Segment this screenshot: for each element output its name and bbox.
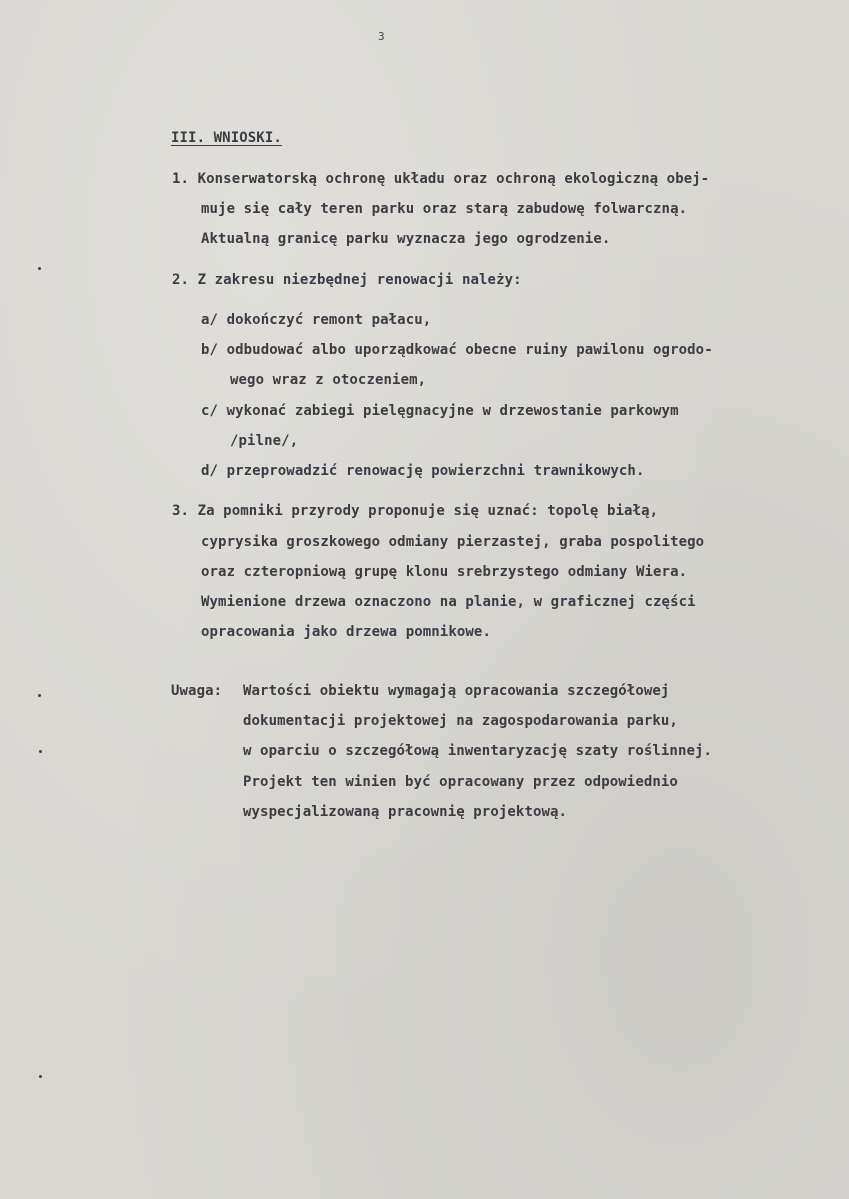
point3-line1: 3. Za pomniki przyrody proponuje się uznać: topolę białą, xyxy=(172,503,659,519)
note-line2: dokumentacji projektowej na zagospodarowania parku, xyxy=(243,713,678,729)
margin-speck xyxy=(39,750,42,753)
point2-item-c-line2: /pilne/, xyxy=(230,433,299,449)
margin-speck xyxy=(38,267,41,270)
point2-item-a: a/ dokończyć remont pałacu, xyxy=(201,312,432,328)
page-number: 3 xyxy=(378,30,385,43)
margin-speck xyxy=(38,694,41,697)
point3-line2: cyprysika groszkowego odmiany pierzastej, graba pospolitego xyxy=(201,534,705,550)
point2-item-d: d/ przeprowadzić renowację powierzchni trawnikowych. xyxy=(201,463,645,479)
point2-item-c-line1: c/ wykonać zabiegi pielęgnacyjne w drzewostanie parkowym xyxy=(201,403,679,419)
margin-speck xyxy=(39,1075,42,1078)
point3-line5: opracowania jako drzewa pomnikowe. xyxy=(201,624,491,640)
point2-item-b-line2: wego wraz z otoczeniem, xyxy=(230,372,427,388)
note-line4: Projekt ten winien być opracowany przez odpowiednio xyxy=(243,774,678,790)
note-line3: w oparciu o szczegółową inwentaryzację szaty roślinnej. xyxy=(243,743,713,759)
point2-item-b-line1: b/ odbudować albo uporządkować obecne ruiny pawilonu ogrodo- xyxy=(201,342,713,358)
point1-line1: 1. Konserwatorską ochronę układu oraz ochroną ekologiczną obej- xyxy=(172,171,710,187)
note-line5: wyspecjalizowaną pracownię projektową. xyxy=(243,804,568,820)
section-heading: III. WNIOSKI. xyxy=(171,130,282,146)
point3-line3: oraz czteropniową grupę klonu srebrzystego odmiany Wiera. xyxy=(201,564,688,580)
note-label: Uwaga: xyxy=(171,683,223,699)
point2-intro: 2. Z zakresu niezbędnej renowacji należy: xyxy=(172,272,522,288)
note-line1: Wartości obiektu wymagają opracowania szczegółowej xyxy=(243,683,670,699)
point1-line2: muje się cały teren parku oraz starą zabudowę folwarczną. xyxy=(201,201,688,217)
point3-line4: Wymienione drzewa oznaczono na planie, w graficznej części xyxy=(201,594,696,610)
point1-line3: Aktualną granicę parku wyznacza jego ogrodzenie. xyxy=(201,231,611,247)
